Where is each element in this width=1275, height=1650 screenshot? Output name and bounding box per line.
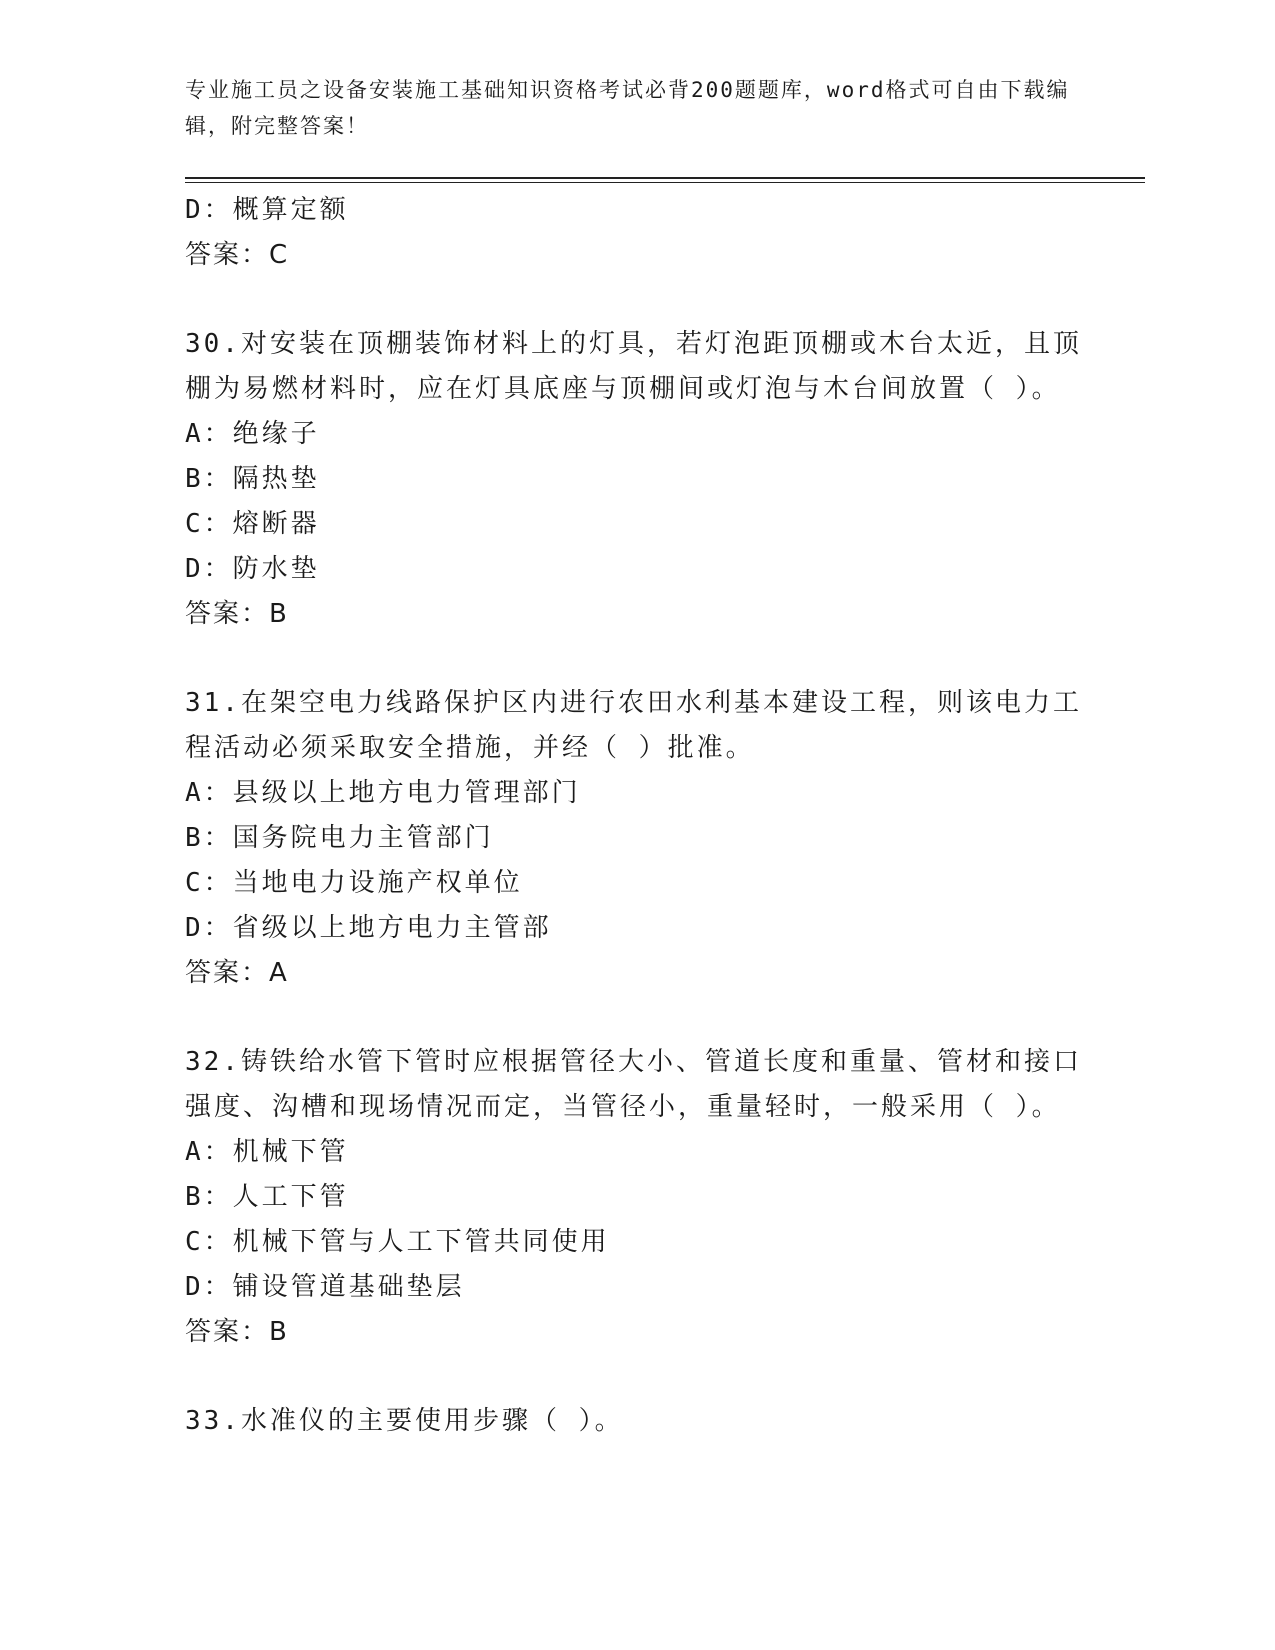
- option-c: C：机械下管与人工下管共同使用: [185, 1227, 610, 1257]
- option-d: D：防水垫: [185, 554, 320, 584]
- question-33: [185, 1399, 1085, 1444]
- question-stem: 33.水准仪的主要使用步骤（ ）。: [185, 1406, 624, 1436]
- answer-line: 答案：C: [185, 240, 290, 270]
- document-header: 专业施工员之设备安装施工基础知识资格考试必背200题题库，word格式可自由下载编辑，附完整答案！: [185, 78, 1070, 138]
- question-stem: 强度、沟槽和现场情况而定，当管径小，重量轻时，一般采用（ ）。: [185, 1092, 1061, 1122]
- option-b: B：人工下管: [185, 1182, 349, 1212]
- option-d: D：概算定额: [185, 195, 349, 225]
- option-a: A：机械下管: [185, 1137, 349, 1167]
- spacer: [185, 637, 1085, 681]
- option-a: A：县级以上地方电力管理部门: [185, 778, 581, 808]
- question-stem: 31.在架空电力线路保护区内进行农田水利基本建设工程，则该电力工: [185, 688, 1082, 718]
- spacer: [185, 1355, 1085, 1399]
- question-31: [185, 681, 1085, 996]
- option-d: D：省级以上地方电力主管部: [185, 913, 552, 943]
- answer-line: 答案：A: [185, 958, 289, 988]
- answer-line: 答案：B: [185, 599, 289, 629]
- question-32: [185, 1040, 1085, 1355]
- option-b: B：隔热垫: [185, 464, 320, 494]
- option-d: D：铺设管道基础垫层: [185, 1272, 465, 1302]
- header-divider-thin: [185, 182, 1145, 183]
- header-divider-thick: [185, 177, 1145, 179]
- spacer: [185, 996, 1085, 1040]
- option-a: A：绝缘子: [185, 419, 320, 449]
- question-stem: 程活动必须采取安全措施，并经（ ）批准。: [185, 733, 755, 763]
- spacer: [185, 278, 1085, 322]
- question-stem: 32.铸铁给水管下管时应根据管径大小、管道长度和重量、管材和接口: [185, 1047, 1082, 1077]
- question-stem: 30.对安装在顶棚装饰材料上的灯具，若灯泡距顶棚或木台太近，且顶: [185, 329, 1082, 359]
- option-c: C：当地电力设施产权单位: [185, 868, 523, 898]
- question-list: [185, 188, 1085, 1444]
- question-stem: 棚为易燃材料时，应在灯具底座与顶棚间或灯泡与木台间放置（ ）。: [185, 374, 1061, 404]
- option-c: C：熔断器: [185, 509, 320, 539]
- option-b: B：国务院电力主管部门: [185, 823, 494, 853]
- answer-line: 答案：B: [185, 1317, 289, 1347]
- question-30: [185, 322, 1085, 637]
